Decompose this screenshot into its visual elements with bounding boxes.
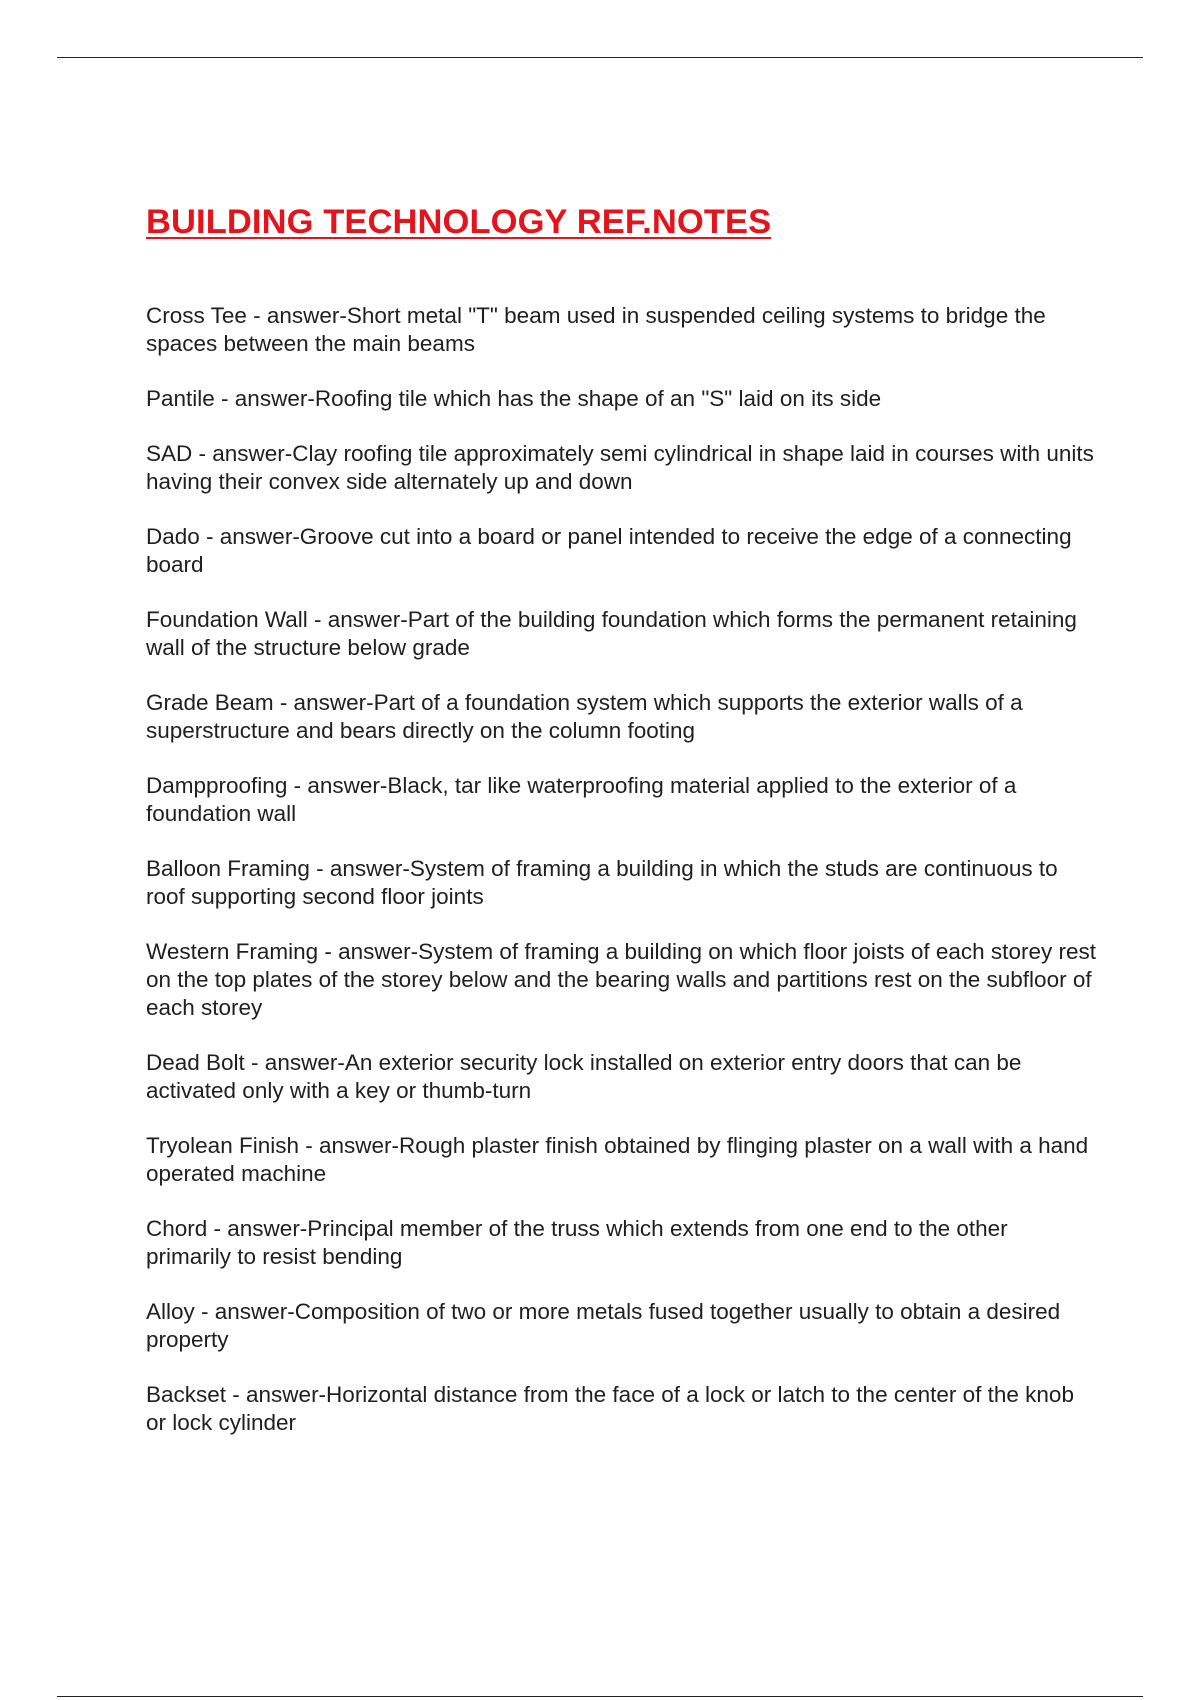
glossary-entry: Grade Beam - answer-Part of a foundation system which supports the exterior walls of a superstructure and bears directly on the column footing <box>146 690 1023 743</box>
glossary-entry: Dead Bolt - answer-An exterior security lock installed on exterior entry doors that can be activated only with a key or thumb-turn <box>146 1050 1022 1103</box>
glossary-entry: Backset - answer-Horizontal distance from the face of a lock or latch to the center of the knob or lock cylinder <box>146 1382 1074 1435</box>
glossary-entry: SAD - answer-Clay roofing tile approximately semi cylindrical in shape laid in courses with units having their convex side alternately up and down <box>146 441 1094 494</box>
glossary-entry: Western Framing - answer-System of framing a building on which floor joists of each storey rest on the top plates of the storey below and the bearing walls and partitions rest on the subfloor of each storey <box>146 939 1096 1020</box>
glossary-entry: Dampproofing - answer-Black, tar like waterproofing material applied to the exterior of a foundation wall <box>146 773 1017 826</box>
footer-rule <box>57 1696 1143 1697</box>
glossary-entry: Chord - answer-Principal member of the truss which extends from one end to the other primarily to resist bending <box>146 1216 1008 1269</box>
document-body <box>146 196 1096 1464</box>
glossary-entry: Alloy - answer-Composition of two or more metals fused together usually to obtain a desired property <box>146 1299 1061 1352</box>
document-title: BUILDING TECHNOLOGY REF.NOTES <box>146 203 772 241</box>
glossary-entry: Tryolean Finish - answer-Rough plaster finish obtained by flinging plaster on a wall with a hand operated machine <box>146 1133 1089 1186</box>
glossary-entry: Foundation Wall - answer-Part of the building foundation which forms the permanent retaining wall of the structure below grade <box>146 607 1077 660</box>
glossary-list <box>146 302 1096 1437</box>
glossary-entry: Dado - answer-Groove cut into a board or panel intended to receive the edge of a connecting board <box>146 524 1072 577</box>
header-rule <box>57 57 1143 58</box>
glossary-entry: Pantile - answer-Roofing tile which has the shape of an "S" laid on its side <box>146 386 882 411</box>
glossary-entry: Cross Tee - answer-Short metal "T" beam used in suspended ceiling systems to bridge the spaces between the main beams <box>146 303 1046 356</box>
glossary-entry: Balloon Framing - answer-System of framing a building in which the studs are continuous to roof supporting second floor joints <box>146 856 1058 909</box>
